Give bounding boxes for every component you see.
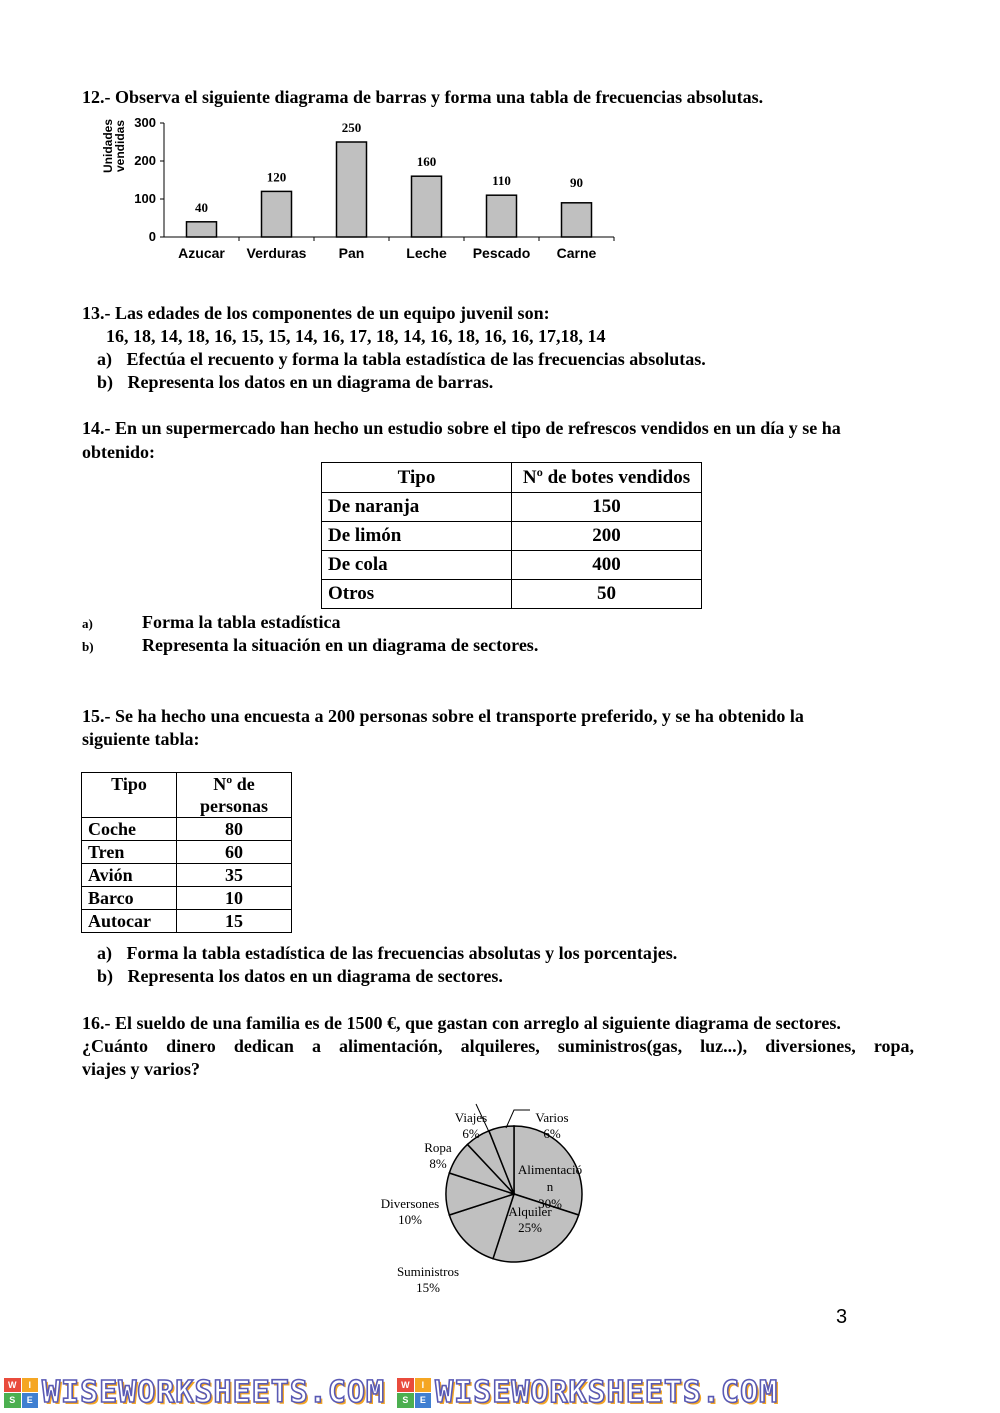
y-tick-label: 300 xyxy=(134,115,156,130)
q13-data-line: 16, 18, 14, 18, 16, 15, 15, 14, 16, 17, 18, 14, 16, 18, 16, 16, 17,18, 14 xyxy=(106,326,606,346)
q14-cell-tipo: De limón xyxy=(322,522,512,551)
logo-letter: E xyxy=(22,1393,39,1408)
bar-pescado xyxy=(487,195,517,237)
q15-item-a-marker: a) xyxy=(97,943,112,963)
pie-label: Ropa 8% xyxy=(424,1140,452,1171)
brand-text: WISEWORKSHEETS.COM xyxy=(435,1375,779,1410)
bar-data-label: 250 xyxy=(341,120,362,135)
pie-label: Diversones 10% xyxy=(380,1196,440,1227)
q16-line3: viajes y varios? xyxy=(82,1059,200,1079)
bar-data-label: 110 xyxy=(492,173,511,189)
bar-pan xyxy=(337,142,367,237)
q13-item-b xyxy=(97,371,493,394)
footer-watermark xyxy=(0,1372,1000,1413)
q13-heading: 13.- Las edades de los componentes de un equipo juvenil son: xyxy=(82,303,550,323)
q14-item-b-marker: b) xyxy=(82,639,94,654)
q15-cell-value: 10 xyxy=(177,887,292,910)
pie-chart xyxy=(360,1080,610,1295)
bar-chart xyxy=(90,110,630,270)
y-axis-title: Unidadesvendidas xyxy=(101,118,127,174)
q15-item-a-text: Forma la tabla estadística de las frecuencias absolutas y los porcentajes. xyxy=(126,943,678,963)
logo-icon xyxy=(397,1378,431,1408)
q14-heading-line1: 14.- En un supermercado han hecho un estudio sobre el tipo de refrescos vendidos en un día y se ha xyxy=(82,418,841,438)
y-tick-label: 200 xyxy=(134,153,156,168)
x-tick-label: Verduras xyxy=(246,245,307,261)
bar-data-label: 90 xyxy=(570,174,583,190)
q14-item-b xyxy=(82,635,538,656)
q14-item-a xyxy=(82,612,340,633)
q14-item-a-marker: a) xyxy=(82,616,93,631)
logo-letter: I xyxy=(415,1378,432,1393)
q16-line1: 16.- El sueldo de una familia es de 1500 €, que gastan con arreglo al siguiente diagrama de sectores. xyxy=(82,1013,841,1033)
q15-heading-line2: siguiente tabla: xyxy=(82,729,200,749)
bar-data-label: 120 xyxy=(266,169,287,185)
q14-cell-value: 150 xyxy=(512,493,702,522)
x-tick-label: Pescado xyxy=(472,245,531,261)
q15-heading-line1: 15.- Se ha hecho una encuesta a 200 personas sobre el transporte preferido, y se ha obtenido la xyxy=(82,706,804,726)
q16-line2: ¿Cuánto dinero dedican a alimentación, alquileres, suministros(gas, luz...), diversiones, ropa, xyxy=(82,1036,914,1056)
q14-cell-tipo: Otros xyxy=(322,580,512,609)
q15-header-tipo: Tipo xyxy=(82,773,177,818)
q15-header-personas xyxy=(177,773,292,818)
q14-header-botes: Nº de botes vendidos xyxy=(512,463,702,493)
q13-item-a-text: Efectúa el recuento y forma la tabla estadística de las frecuencias absolutas. xyxy=(126,349,706,369)
q15-cell-tipo: Tren xyxy=(82,841,177,864)
q15-header-personas-line2: personas xyxy=(199,796,268,816)
q15-cell-tipo: Avión xyxy=(82,864,177,887)
q14-cell-value: 50 xyxy=(512,580,702,609)
logo-letter: S xyxy=(397,1393,414,1408)
logo-letter: W xyxy=(397,1378,414,1393)
q14-item-a-text: Forma la tabla estadística xyxy=(142,612,341,632)
q14-cell-tipo: De naranja xyxy=(322,493,512,522)
logo-icon xyxy=(4,1378,38,1408)
bar-data-label: 40 xyxy=(195,199,208,215)
x-tick-label: Carne xyxy=(556,245,597,261)
q14-item-b-text: Representa la situación en un diagrama de sectores. xyxy=(142,635,539,655)
y-tick-label: 0 xyxy=(148,229,156,244)
q15-item-b-text: Representa los datos en un diagrama de sectores. xyxy=(127,966,503,986)
q15-header-personas-line1: Nº de xyxy=(213,774,255,794)
q14-header-tipo: Tipo xyxy=(322,463,512,493)
q15-cell-value: 35 xyxy=(177,864,292,887)
logo-letter: I xyxy=(22,1378,39,1393)
logo-letter: S xyxy=(4,1393,21,1408)
q14-heading-line2: obtenido: xyxy=(82,442,156,462)
q14-cell-value: 200 xyxy=(512,522,702,551)
q14-table xyxy=(321,462,702,609)
q14-cell-value: 400 xyxy=(512,551,702,580)
q13-item-b-marker: b) xyxy=(97,372,114,392)
pie-label: Alquiler 25% xyxy=(508,1204,552,1235)
x-tick-label: Pan xyxy=(338,245,365,261)
bar-verduras xyxy=(262,191,292,237)
q14-cell-tipo: De cola xyxy=(322,551,512,580)
pie-label: Alimentació n 30% xyxy=(517,1162,583,1211)
q15-cell-tipo: Autocar xyxy=(82,910,177,933)
q13-item-a xyxy=(97,348,706,371)
x-tick-label: Leche xyxy=(406,245,447,261)
q15-cell-value: 60 xyxy=(177,841,292,864)
pie-leader-line xyxy=(506,1110,530,1128)
logo-letter: W xyxy=(4,1378,21,1393)
x-tick-label: Azucar xyxy=(178,245,225,261)
bar-data-label: 160 xyxy=(416,154,437,170)
logo-letter: E xyxy=(415,1393,432,1408)
y-tick-label: 100 xyxy=(134,191,156,206)
q15-cell-value: 80 xyxy=(177,818,292,841)
q15-cell-tipo: Barco xyxy=(82,887,177,910)
bar-leche xyxy=(412,176,442,237)
page-number: 3 xyxy=(836,1306,848,1328)
q15-cell-tipo: Coche xyxy=(82,818,177,841)
pie-label: Viajes 6% xyxy=(454,1110,488,1141)
pie-label: Suministros 15% xyxy=(396,1264,460,1295)
q15-cell-value: 15 xyxy=(177,910,292,933)
q15-table xyxy=(81,772,292,933)
bar-carne xyxy=(562,203,592,237)
brand-text: WISEWORKSHEETS.COM xyxy=(42,1375,386,1410)
bar-azucar xyxy=(187,222,217,237)
pie-label: Varios 6% xyxy=(535,1110,569,1141)
q12-heading: 12.- Observa el siguiente diagrama de barras y forma una tabla de frecuencias absolutas. xyxy=(82,87,764,107)
q13-item-b-text: Representa los datos en un diagrama de barras. xyxy=(127,372,494,392)
q15-item-b xyxy=(97,965,503,988)
q13-item-a-marker: a) xyxy=(97,349,112,369)
q15-item-a xyxy=(97,942,677,965)
q15-item-b-marker: b) xyxy=(97,966,114,986)
